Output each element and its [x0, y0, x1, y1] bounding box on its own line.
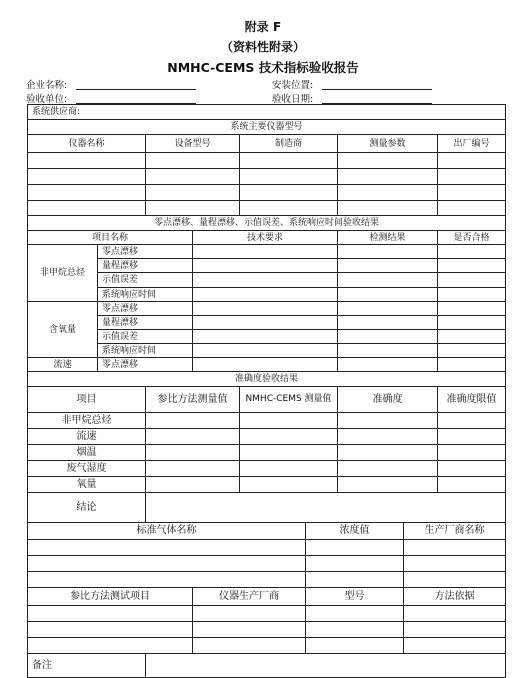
- drift-item-label: 零点漂移: [98, 302, 193, 316]
- column-header: 设备型号: [146, 135, 240, 153]
- standard-gas-header-row: [28, 523, 506, 540]
- company-name-line: [76, 89, 196, 90]
- reference-method-row: [28, 606, 506, 622]
- column-header: 生产厂商名称: [404, 523, 506, 540]
- column-header: 出厂编号: [438, 135, 506, 153]
- reference-method-row: [28, 622, 506, 638]
- remarks-field[interactable]: [146, 654, 506, 678]
- column-header: 项目: [28, 387, 146, 413]
- drift-header-row: [28, 231, 506, 245]
- company-name-label: 企业名称:: [26, 80, 68, 91]
- main-instruments-row: [28, 185, 506, 201]
- column-header: 仪器生产厂商: [193, 588, 306, 606]
- drift-row: [28, 330, 506, 344]
- drift-group-label: 流速: [28, 358, 98, 372]
- drift-row: [28, 288, 506, 302]
- main-instruments-row: [28, 153, 506, 169]
- column-header: 标准气体名称: [28, 523, 306, 540]
- report-title: NMHC-CEMS 技术指标验收报告: [167, 60, 359, 75]
- column-header: 准确度: [338, 387, 438, 413]
- drift-item-label: 量程漂移: [98, 316, 193, 330]
- accuracy-row: [28, 477, 506, 493]
- column-header: 是否合格: [438, 231, 506, 245]
- drift-item-label: 系统响应时间: [98, 344, 193, 358]
- main-instruments-header-row: [28, 135, 506, 153]
- conclusion-label: 结论: [28, 493, 146, 523]
- reference-method-header-row: [28, 588, 506, 606]
- column-header: 技术要求: [193, 231, 338, 245]
- remarks-label: 备注: [28, 654, 146, 678]
- drift-row: [28, 316, 506, 330]
- drift-heading: 零点漂移、量程漂移、示值误差、系统响应时间验收结果: [28, 216, 506, 231]
- acceptance-unit-label: 验收单位:: [26, 94, 68, 105]
- drift-row: [28, 358, 506, 372]
- supplier-cell[interactable]: 系统供应商:: [28, 105, 506, 120]
- reference-method-row: [28, 638, 506, 654]
- drift-row: [28, 259, 506, 273]
- column-header: 型号: [306, 588, 404, 606]
- drift-row: [28, 273, 506, 288]
- column-header: 参比方法测量值: [146, 387, 240, 413]
- column-header: NMHC-CEMS 测量值: [240, 387, 338, 413]
- drift-item-label: 系统响应时间: [98, 288, 193, 302]
- drift-item-label: 量程漂移: [98, 259, 193, 273]
- accuracy-row: [28, 413, 506, 429]
- conclusion-field[interactable]: [146, 493, 506, 523]
- conclusion-row: [28, 493, 506, 523]
- drift-item-label: 零点漂移: [98, 245, 193, 259]
- column-header: 浓度值: [306, 523, 404, 540]
- drift-item-label: 零点漂移: [98, 358, 193, 372]
- appendix-label: 附录 F: [244, 20, 282, 34]
- standard-gas-row: [28, 540, 506, 556]
- drift-group-label: 非甲烷总烃: [28, 245, 98, 302]
- drift-row: [28, 245, 506, 259]
- accuracy-item-label: 烟温: [28, 445, 146, 461]
- appendix-note: （资料性附录）: [220, 40, 305, 54]
- remarks-row: [28, 654, 506, 678]
- main-instruments-row: [28, 201, 506, 216]
- accuracy-row: [28, 445, 506, 461]
- column-header: 方法依据: [404, 588, 506, 606]
- accuracy-row: [28, 461, 506, 477]
- drift-item-label: 示值误差: [98, 330, 193, 344]
- accuracy-item-label: 废气湿度: [28, 461, 146, 477]
- column-header: 参比方法测试项目: [28, 588, 193, 606]
- column-header: 测量参数: [338, 135, 438, 153]
- column-header: 准确度限值: [438, 387, 506, 413]
- drift-group-label: 含氧量: [28, 302, 98, 358]
- accuracy-item-label: 非甲烷总烃: [28, 413, 146, 429]
- column-header: 检测结果: [338, 231, 438, 245]
- column-header: 项目名称: [28, 231, 193, 245]
- accuracy-row: [28, 429, 506, 445]
- acceptance-date-label: 验收日期:: [272, 94, 314, 105]
- drift-item-label: 示值误差: [98, 273, 193, 288]
- install-location-label: 安装位置:: [272, 80, 314, 91]
- main-instruments-row: [28, 169, 506, 185]
- drift-row: [28, 344, 506, 358]
- standard-gas-row: [28, 572, 506, 588]
- accuracy-heading: 准确度验收结果: [28, 372, 506, 387]
- install-location-line: [322, 89, 432, 90]
- accuracy-item-label: 流速: [28, 429, 146, 445]
- acceptance-report-form: [27, 104, 506, 678]
- standard-gas-row: [28, 556, 506, 572]
- drift-row: [28, 302, 506, 316]
- accuracy-item-label: 氧量: [28, 477, 146, 493]
- column-header: 制造商: [240, 135, 338, 153]
- main-instruments-heading: 系统主要仪器型号: [28, 120, 506, 135]
- column-header: 仪器名称: [28, 135, 146, 153]
- accuracy-header-row: [28, 387, 506, 413]
